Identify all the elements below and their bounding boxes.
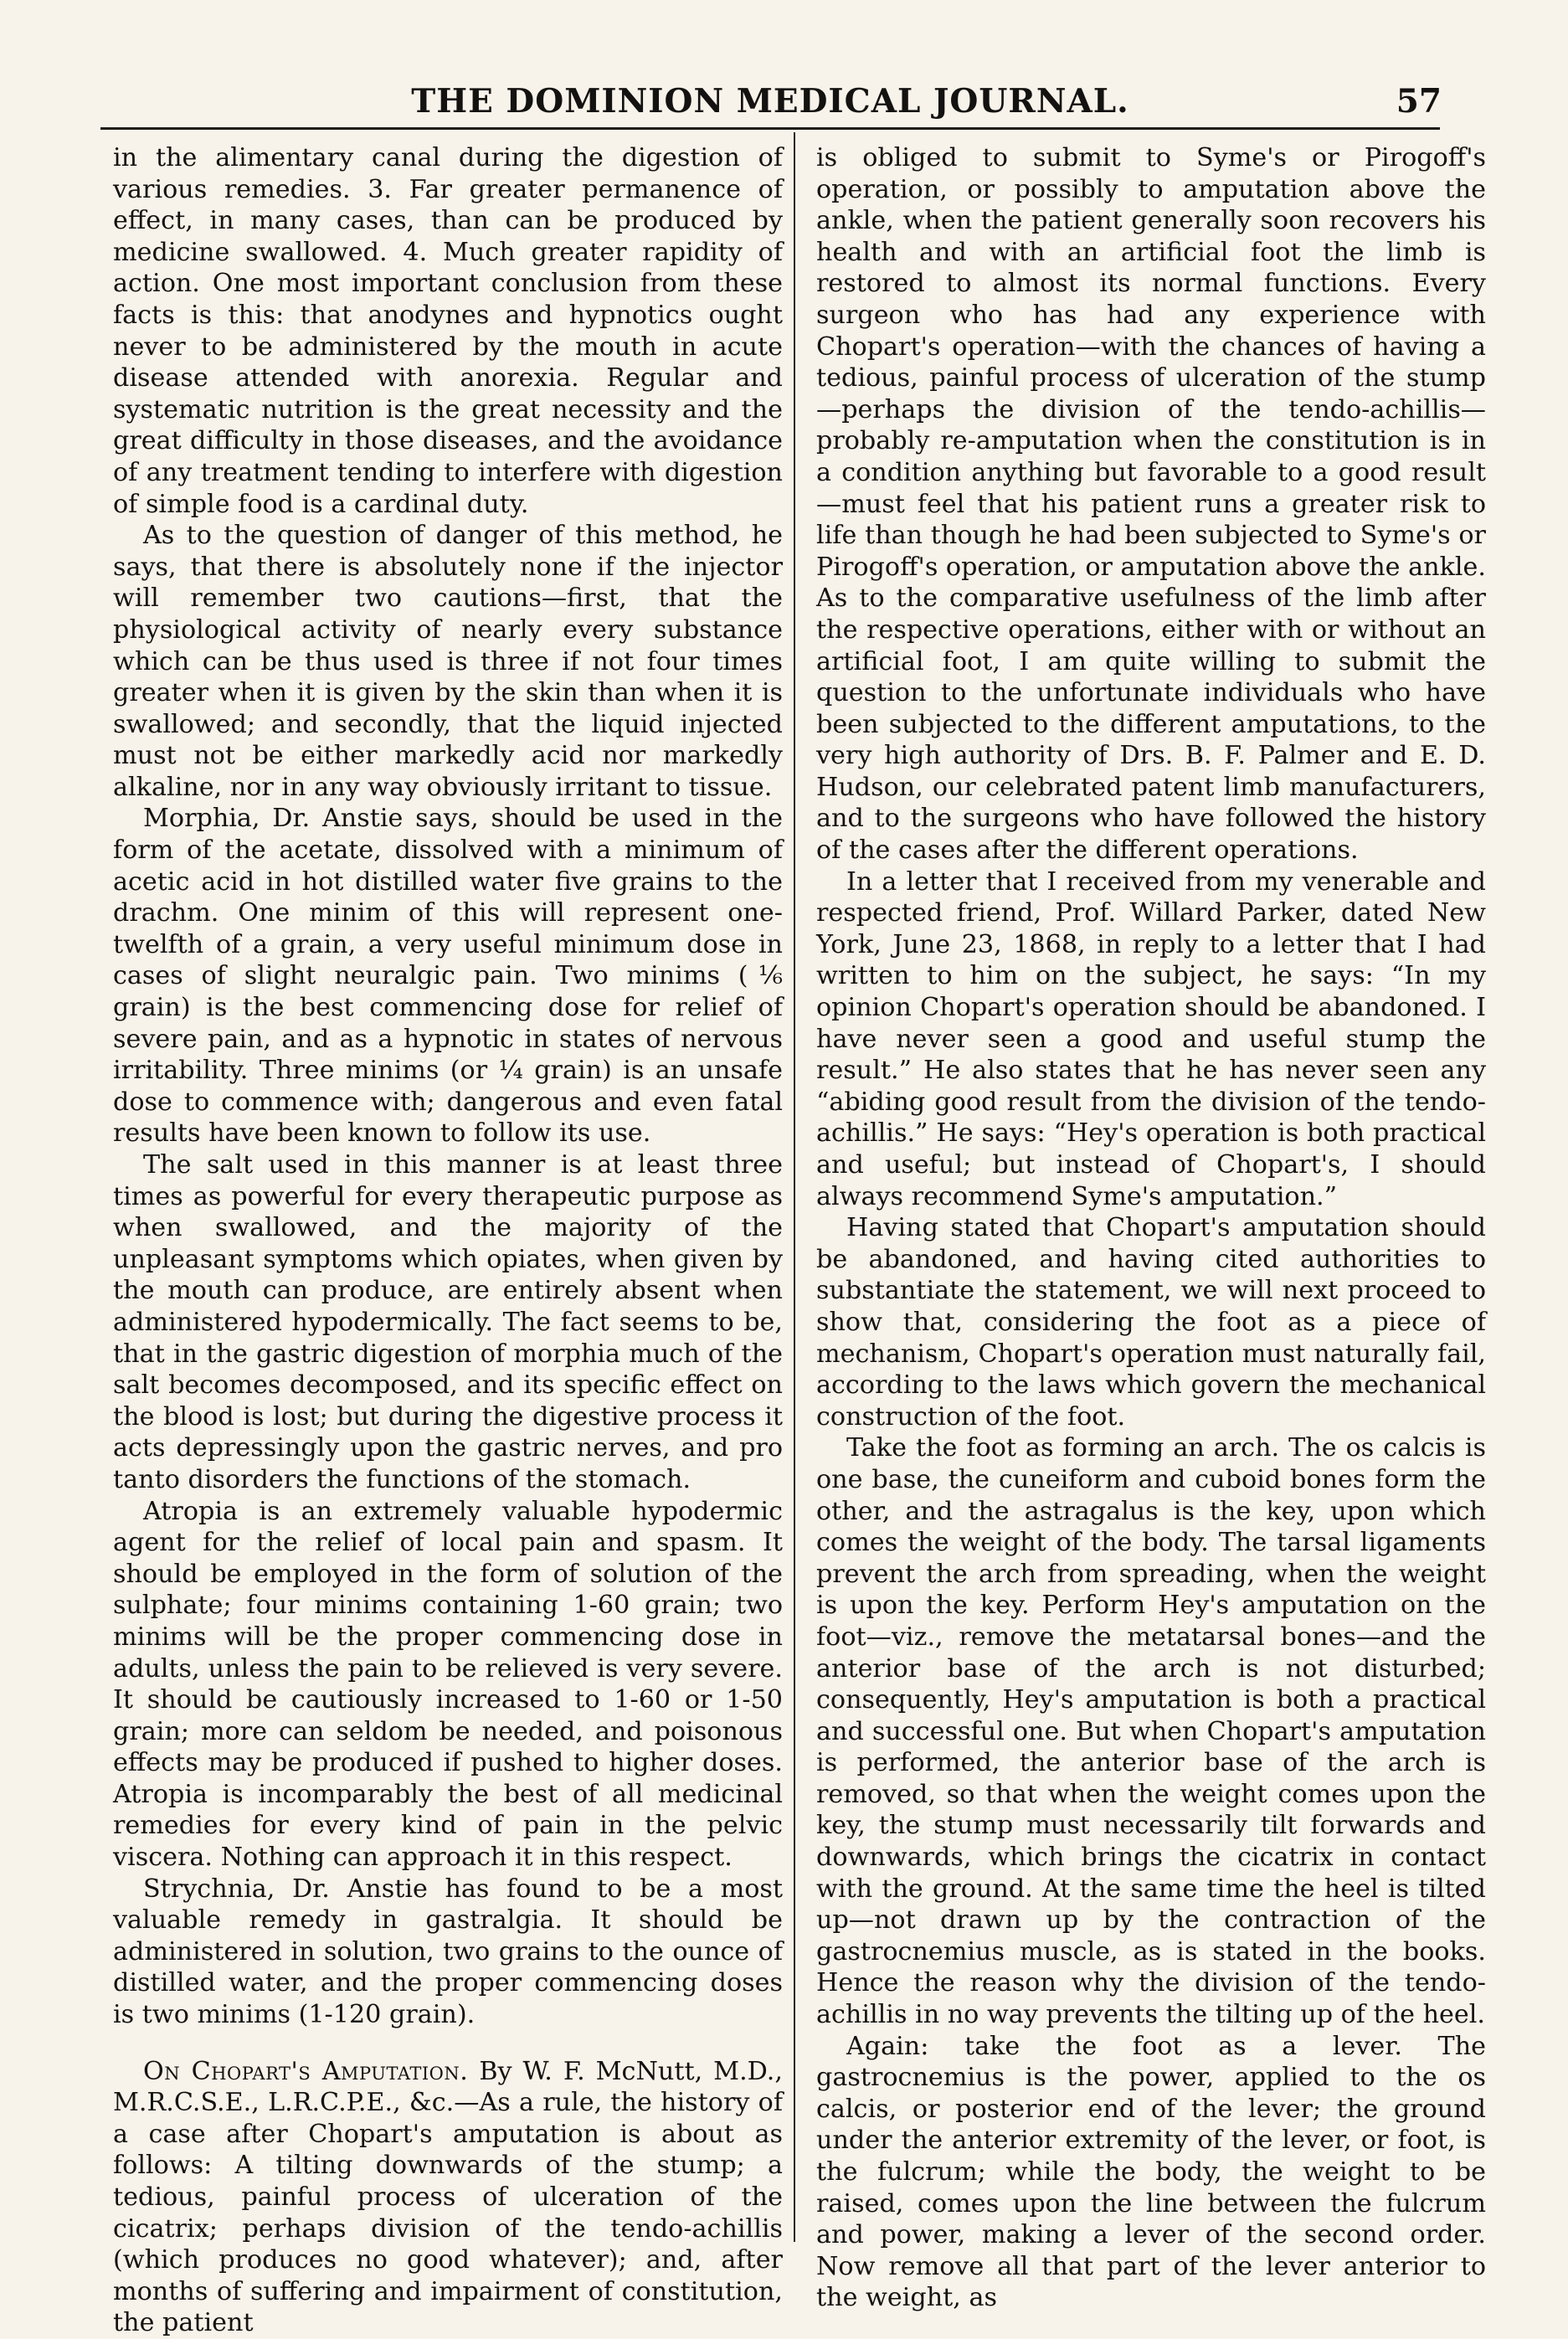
paragraph: is obliged to submit to Syme's or Pirogoff's operation, or possibly to amputation above the ankle, when the patient generally soon recovers his health and with an artificial foot the limb is restored to almost its normal functions. Every surgeon who has had any experience with Chopart's operation—with the chances of having a tedious, painful process of ulceration of the stump—perhaps the division of the tendo-achillis—probably re-amputation when the constitution is in a condition anything but favorable to a good result—must feel that his patient runs a greater risk to life than though he had been subjected to Syme's or Pirogoff's operation, or amputation above the ankle. As to the comparative usefulness of the limb after the respective operations, either with or without an artificial foot, I am quite willing to submit the question to the unfortunate individuals who have been subjected to the different amputations, to the very high authority of Drs. B. F. Palmer and E. D. Hudson, our celebrated patent limb manufacturers, and to the surgeons who have followed the history of the cases after the different operations. xyxy=(816,143,1486,866)
paragraph: Morphia, Dr. Anstie says, should be used in the form of the acetate, dissolved with a minimum of acetic acid in hot distilled water five grains to the drachm. One minim of this will represent one-twelfth of a grain, a very useful minimum dose in cases of slight neuralgic pain. Two minims (⅙ grain) is the best commencing dose for relief of severe pain, and as a hypnotic in states of nervous irritability. Three minims (or ¼ grain) is an unsafe dose to commence with; dangerous and even fatal results have been known to follow its use. xyxy=(113,804,783,1149)
paragraph: Atropia is an extremely valuable hypodermic agent for the relief of local pain and spasm. It should be employed in the form of solution of the sulphate; four minims containing 1-60 grain; two minims will be the proper commencing dose in adults, unless the pain to be relieved is very severe. It should be cautiously increased to 1-60 or 1-50 grain; more can seldom be needed, and poisonous effects may be produced if pushed to higher doses. Atropia is incomparably the best of all medicinal remedies for every kind of pain in the pelvic viscera. Nothing can approach it in this respect. xyxy=(113,1496,783,1873)
article-opening xyxy=(113,2056,783,2339)
paragraph: in the alimentary canal during the digestion of various remedies. 3. Far greater permanence of effect, in many cases, than can be produced by medicine swallowed. 4. Much greater rapidity of action. One most important conclusion from these facts is this: that anodynes and hypnotics ought never to be administered by the mouth in acute disease attended with anorexia. Regular and systematic nutrition is the great necessity and the great difficulty in those diseases, and the avoidance of any treatment tending to interfere with digestion of simple food is a cardinal duty. xyxy=(113,143,783,519)
paragraph: As to the question of danger of this method, he says, that there is absolutely none if the injector will remember two cautions—first, that the physiological activity of nearly every substance which can be thus used is three if not four times greater when it is given by the skin than when it is swallowed; and secondly, that the liquid injected must not be either markedly acid nor markedly alkaline, nor in any way obviously irritant to tissue. xyxy=(113,521,783,802)
article-text: —As a rule, the history of a case after Chopart's amputation is about as follows: A tilting downwards of the stump; a tedious, painful process of ulceration of the cicatrix; perhaps division of the tendo-achillis (which produces no good whatever); and, after months of suffering and impairment of constitution, the patient xyxy=(113,2088,783,2338)
page-header xyxy=(100,82,1440,132)
journal-title: THE DOMINION MEDICAL JOURNAL. xyxy=(411,82,1129,121)
paragraph: Take the foot as forming an arch. The os calcis is one base, the cuneiform and cuboid bones form the other, and the astragalus is the key, upon which comes the weight of the body. The tarsal ligaments prevent the arch from spreading, when the weight is upon the key. Perform Hey's amputation on the foot—viz., remove the metatarsal bones—and the anterior base of the arch is not disturbed; consequently, Hey's amputation is both a practical and successful one. But when Chopart's amputation is performed, the anterior base of the arch is removed, so that when the weight comes upon the key, the stump must necessarily tilt forwards and downwards, which brings the cicatrix in contact with the ground. At the same time the heel is tilted up—not drawn up by the contraction of the gastrocnemius muscle, as is stated in the books. Hence the reason why the division of the tendo-achillis in no way prevents the tilting up of the heel. xyxy=(816,1433,1486,2030)
paragraph: In a letter that I received from my venerable and respected friend, Prof. Willard Parker, dated New York, June 23, 1868, in reply to a letter that I had written to him on the subject, he says: “In my opinion Chopart's operation should be abandoned. I have never seen a good and useful stump the result.” He also states that he has never seen any “abiding good result from the division of the tendo-achillis.” He says: “Hey's operation is both practical and useful; but instead of Chopart's, I should always recommend Syme's amputation.” xyxy=(816,866,1486,1211)
paragraph: Having stated that Chopart's amputation should be abandoned, and having cited authorities to substantiate the statement, we will next proceed to show that, considering the foot as a piece of mechanism, Chopart's operation must naturally fail, according to the laws which govern the mechanical construction of the foot. xyxy=(816,1213,1486,1432)
left-column xyxy=(113,142,783,2339)
paragraph: The salt used in this manner is at least three times as powerful for every therapeutic purpose as when swallowed, and the majority of the unpleasant symptoms which opiates, when given by the mouth can produce, are entirely absent when administered hypodermically. The fact seems to be, that in the gastric digestion of morphia much of the salt becomes decomposed, and its specific effect on the blood is lost; but during the digestive process it acts depressingly upon the gastric nerves, and pro tanto disorders the functions of the stomach. xyxy=(113,1150,783,1494)
article-byline: By W. F. McNutt, M.D., M.R.C.S.E., L.R.C.P.E., &c. xyxy=(113,2056,783,2118)
paragraph: Again: take the foot as a lever. The gastrocnemius is the power, applied to the os calcis, or posterior end of the lever; the ground under the anterior extremity of the lever, or foot, is the fulcrum; while the body, the weight to be raised, comes upon the line between the fulcrum and power, making a lever of the second order. Now remove all that part of the lever anterior to the weight, as xyxy=(816,2031,1486,2313)
paragraph: Strychnia, Dr. Anstie has found to be a most valuable remedy in gastralgia. It should be administered in solution, two grains to the ounce of distilled water, and the proper commencing doses is two minims (1-120 grain). xyxy=(113,1874,783,2030)
page-number: 57 xyxy=(1396,82,1442,121)
section-gap xyxy=(113,2031,783,2056)
article-title: On Chopart's Amputation. xyxy=(143,2056,469,2086)
column-divider xyxy=(794,132,795,2242)
right-column xyxy=(816,142,1486,2314)
header-rule xyxy=(100,127,1440,130)
